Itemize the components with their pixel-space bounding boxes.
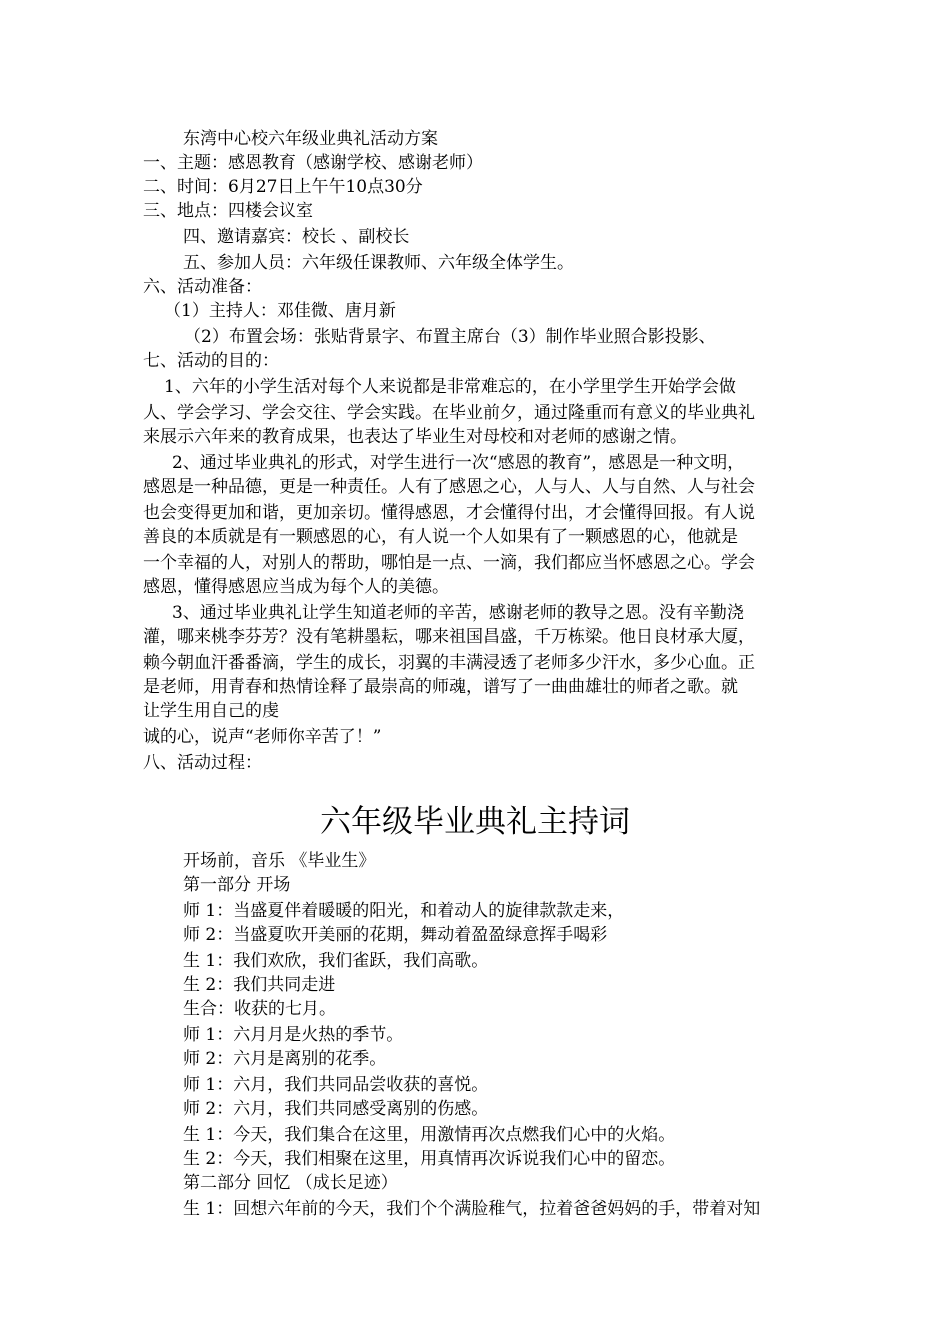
plan-purpose-heading: 七、活动的目的： <box>143 351 279 371</box>
script-line: 生 1：我们欢欣，我们雀跃，我们高歌。 <box>183 951 489 971</box>
script-line: 生合：收获的七月。 <box>183 999 336 1019</box>
purpose-paragraph-line: 是老师，用青春和热情诠释了最崇高的师魂，谱写了一曲曲雄壮的师者之歌。就 <box>143 677 738 697</box>
plan-prep-heading: 六、活动准备： <box>143 277 262 297</box>
script-line: 生 2：我们共同走进 <box>183 975 336 995</box>
script-line: 开场前，音乐 《毕业生》 <box>183 851 376 871</box>
plan-theme: 一、主题：感恩教育（感谢学校、感谢老师） <box>143 153 483 173</box>
purpose-paragraph-line: 也会变得更加和谐，更加亲切。懂得感恩，才会懂得付出，才会懂得回报。有人说 <box>143 503 755 523</box>
script-line: 生 1：今天，我们集合在这里，用激情再次点燃我们心中的火焰。 <box>183 1125 676 1145</box>
purpose-paragraph-line: 诚的心，说声“老师你辛苦了！” <box>143 727 382 747</box>
script-title: 六年级毕业典礼主持词 <box>320 804 630 840</box>
purpose-paragraph-line: 善良的本质就是有一颗感恩的心，有人说一个人如果有了一颗感恩的心，他就是 <box>143 527 738 547</box>
purpose-paragraph-line: 2、通过毕业典礼的形式，对学生进行一次“感恩的教育”，感恩是一种文明， <box>172 453 745 473</box>
purpose-paragraph-line: 一个幸福的人，对别人的帮助，哪怕是一点、一滴，我们都应当怀感恩之心。学会 <box>143 553 755 573</box>
purpose-paragraph-line: 感恩是一种品德，更是一种责任。人有了感恩之心，人与人、人与自然、人与社会 <box>143 477 755 497</box>
plan-guests: 四、邀请嘉宾：校长 、副校长 <box>183 227 410 247</box>
script-line: 第一部分 开场 <box>183 875 291 895</box>
script-line: 师 1：六月月是火热的季节。 <box>183 1025 404 1045</box>
purpose-paragraph-line: 3、通过毕业典礼让学生知道老师的辛苦，感谢老师的教导之恩。没有辛勤浇 <box>172 603 744 623</box>
plan-participants: 五、参加人员：六年级任课教师、六年级全体学生。 <box>183 253 574 273</box>
plan-prep-item-1: （1）主持人：邓佳微、唐月新 <box>164 301 396 321</box>
script-line: 生 1：回想六年前的今天，我们个个满脸稚气，拉着爸爸妈妈的手，带着对知 <box>183 1199 761 1219</box>
purpose-paragraph-line: 1、六年的小学生活对每个人来说都是非常难忘的，在小学里学生开始学会做 <box>164 377 736 397</box>
plan-prep-item-2: （2）布置会场：张贴背景字、布置主席台（3）制作毕业照合影投影、 <box>184 327 716 347</box>
script-line: 师 2：六月是离别的花季。 <box>183 1049 387 1069</box>
purpose-paragraph-line: 来展示六年来的教育成果，也表达了毕业生对母校和对老师的感谢之情。 <box>143 427 687 447</box>
script-line: 师 1：当盛夏伴着暖暖的阳光，和着动人的旋律款款走来， <box>183 901 625 921</box>
script-line: 生 2：今天，我们相聚在这里，用真情再次诉说我们心中的留恋。 <box>183 1149 676 1169</box>
plan-time: 二、时间：6月27日上午午10点30分 <box>143 177 423 197</box>
purpose-paragraph-line: 人、学会学习、学会交往、学会实践。在毕业前夕，通过隆重而有意义的毕业典礼 <box>143 403 755 423</box>
script-line: 第二部分 回忆 （成长足迹） <box>183 1173 398 1193</box>
script-line: 师 2：六月，我们共同感受离别的伤感。 <box>183 1099 489 1119</box>
script-line: 师 1：六月，我们共同品尝收获的喜悦。 <box>183 1075 489 1095</box>
purpose-paragraph-line: 感恩，懂得感恩应当成为每个人的美德。 <box>143 577 449 597</box>
plan-process-heading: 八、活动过程： <box>143 753 262 773</box>
purpose-paragraph-line: 赖今朝血汗番番滴，学生的成长，羽翼的丰满浸透了老师多少汗水，多少心血。正 <box>143 653 755 673</box>
plan-place: 三、地点：四楼会议室 <box>143 201 313 221</box>
purpose-paragraph-line: 灌，哪来桃李芬芳？没有笔耕墨耘，哪来祖国昌盛，千万栋梁。他日良材承大厦， <box>143 627 755 647</box>
script-line: 师 2：当盛夏吹开美丽的花期，舞动着盈盈绿意挥手喝彩 <box>183 925 608 945</box>
purpose-paragraph-line: 让学生用自己的虔 <box>143 701 279 721</box>
plan-title: 东湾中心校六年级业典礼活动方案 <box>183 129 438 149</box>
